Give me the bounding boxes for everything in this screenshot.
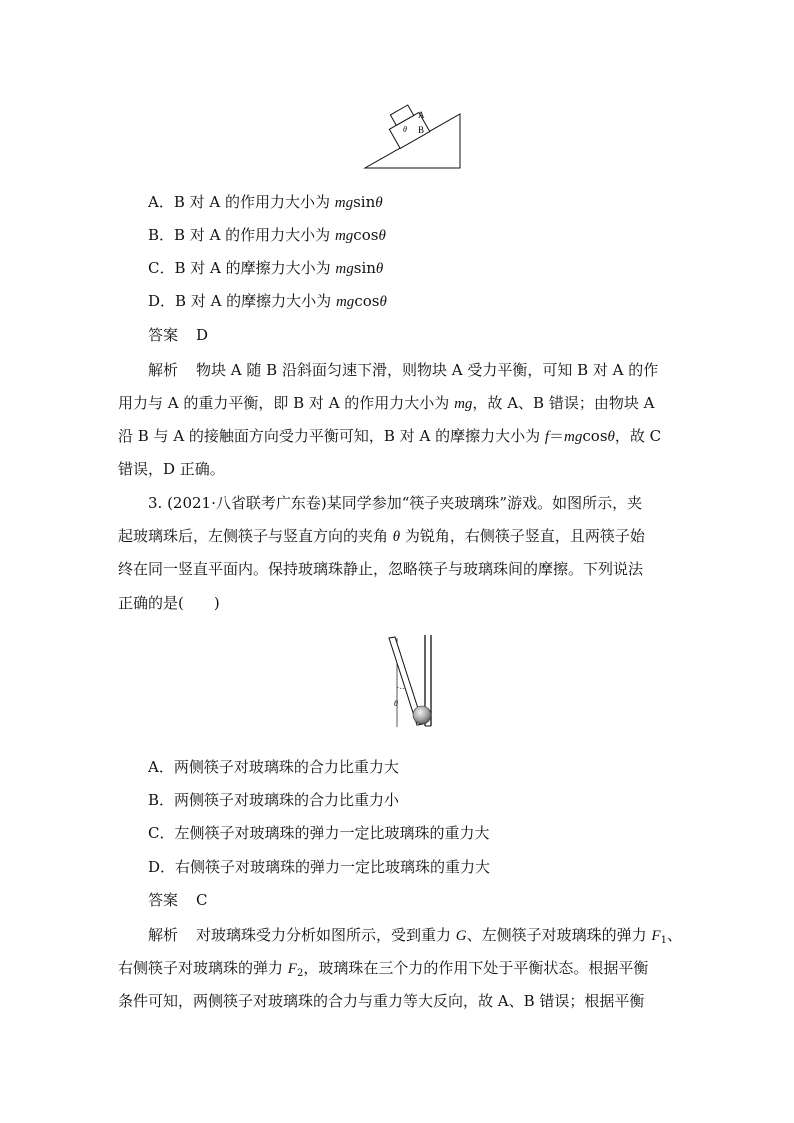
answer-line: 答案 D (148, 326, 209, 344)
option-a: A．B 对 A 的作用力大小为 mgsinθ (148, 193, 383, 211)
question-3-line-3: 终在同一竖直平面内。保持玻璃珠静止，忽略筷子与玻璃珠间的摩擦。下列说法 (118, 560, 644, 578)
analysis-line-2: 用力与 A 的重力平衡，即 B 对 A 的作用力大小为 mg，故 A、B 错误；由物块 A (118, 394, 655, 412)
analysis-line-3: 沿 B 与 A 的接触面方向受力平衡可知，B 对 A 的摩擦力大小为 f＝mgcosθ，故 C (118, 427, 662, 445)
q3-option-c: C．左侧筷子对玻璃珠的弹力一定比玻璃珠的重力大 (148, 824, 490, 842)
label-theta-2: θ (394, 699, 398, 708)
question-3-line-2: 起玻璃珠后，左侧筷子与竖直方向的夹角 θ 为锐角，右侧筷子竖直，且两筷子始 (118, 527, 645, 545)
q3-option-a: A．两侧筷子对玻璃珠的合力比重力大 (148, 758, 399, 776)
label-theta: θ (403, 125, 407, 134)
question-3-line-4: 正确的是( ) (118, 594, 220, 612)
glass-bead (413, 706, 431, 724)
q3-option-d: D．右侧筷子对玻璃珠的弹力一定比玻璃珠的重力大 (148, 858, 491, 876)
incline-figure (360, 100, 470, 175)
question-3-line-1: 3. (2021·八省联考广东卷)某同学参加“筷子夹玻璃珠”游戏。如图所示，夹 (148, 494, 643, 512)
q3-analysis-line-1: 解析 对玻璃珠受力分析如图所示，受到重力 G、左侧筷子对玻璃珠的弹力 $F_1$、 (148, 926, 682, 946)
q3-answer-line: 答案 C (148, 891, 208, 909)
analysis-line-1: 解析 物块 A 随 B 沿斜面匀速下滑，则物块 A 受力平衡，可知 B 对 A 的作 (148, 361, 659, 379)
option-c: C．B 对 A 的摩擦力大小为 mgsinθ (148, 259, 384, 277)
chopsticks-figure (385, 632, 445, 732)
q3-option-b: B．两侧筷子对玻璃珠的合力比重力小 (148, 791, 400, 809)
label-b: B (418, 125, 425, 135)
option-b: B．B 对 A 的作用力大小为 mgcosθ (148, 226, 386, 244)
analysis-line-4: 错误，D 正确。 (118, 460, 225, 478)
q3-analysis-line-3: 条件可知，两侧筷子对玻璃珠的合力与重力等大反向，故 A、B 错误；根据平衡 (118, 992, 645, 1010)
label-a: A (418, 110, 425, 120)
q3-analysis-line-2: 右侧筷子对玻璃珠的弹力 $F_2$，玻璃珠在三个力的作用下处于平衡状态。根据平衡 (118, 959, 649, 979)
option-d: D．B 对 A 的摩擦力大小为 mgcosθ (148, 292, 387, 310)
